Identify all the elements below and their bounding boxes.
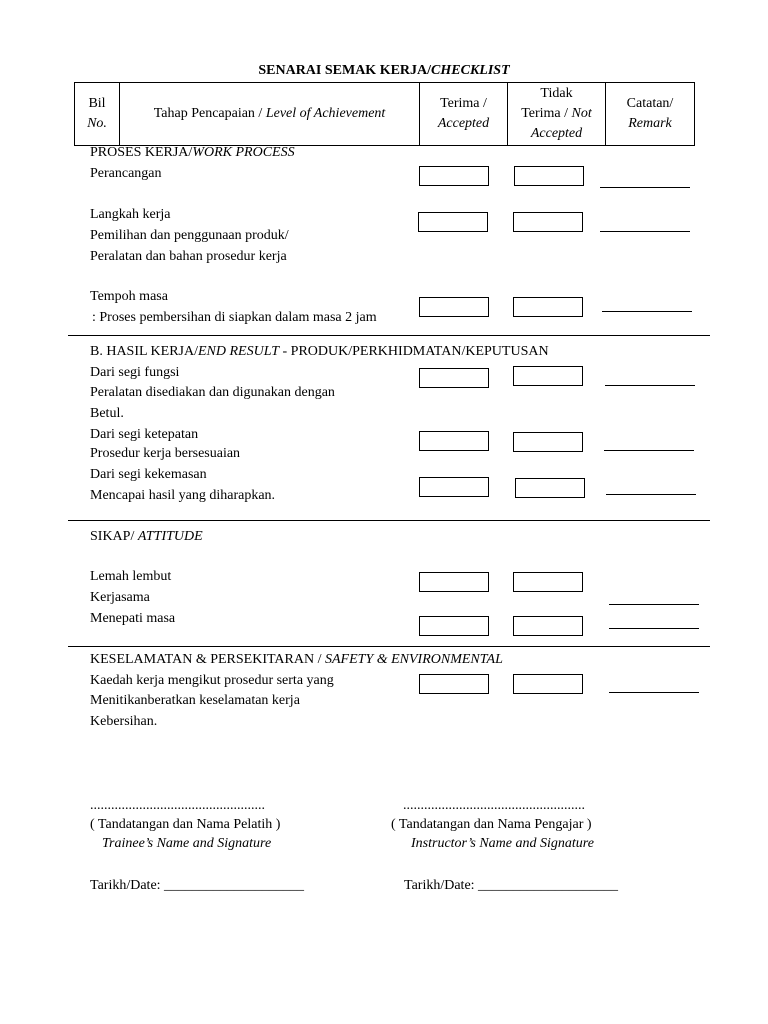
fungsi-remark-line[interactable] xyxy=(605,385,695,386)
perancangan-accepted-box[interactable] xyxy=(419,166,489,186)
langkah-kerja-accepted-box[interactable] xyxy=(418,212,488,232)
section-c-heading: SIKAP/ ATTITUDE xyxy=(90,529,203,544)
ketepatan-remark-line[interactable] xyxy=(604,450,694,451)
item-dari-segi-fungsi-line2: Peralatan disediakan dan digunakan dengan xyxy=(90,385,335,400)
sikap-remark-line-2[interactable] xyxy=(609,628,699,629)
section-d-heading: KESELAMATAN & PERSEKITARAN / SAFETY & ENVIRONMENTAL xyxy=(90,652,503,667)
langkah-kerja-not-accepted-box[interactable] xyxy=(513,212,583,232)
item-dari-segi-kekemasan: Dari segi kekemasan xyxy=(90,467,207,482)
sikap-accepted-box-2[interactable] xyxy=(419,616,489,636)
trainee-signature-label-en: Trainee’s Name and Signature xyxy=(102,836,272,851)
section-b-heading: B. HASIL KERJA/END RESULT - PRODUK/PERKHIDMATAN/KEPUTUSAN xyxy=(90,344,549,359)
keselamatan-accepted-box[interactable] xyxy=(419,674,489,694)
sikap-accepted-box-1[interactable] xyxy=(419,572,489,592)
instructor-date-field[interactable]: Tarikh/Date: ____________________ xyxy=(404,878,619,893)
sikap-remark-line-1[interactable] xyxy=(609,604,699,605)
tempoh-masa-not-accepted-box[interactable] xyxy=(513,297,583,317)
keselamatan-remark-line[interactable] xyxy=(609,692,699,693)
item-langkah-kerja-line3: Peralatan dan bahan prosedur kerja xyxy=(90,249,287,264)
tempoh-masa-accepted-box[interactable] xyxy=(419,297,489,317)
instructor-signature-line[interactable]: .................................................... xyxy=(403,798,585,813)
ketepatan-accepted-box[interactable] xyxy=(419,431,489,451)
item-keselamatan-kerja: Menitikanberatkan keselamatan kerja xyxy=(90,693,300,708)
header-tidak-terima: Tidak Terima / Not Accepted xyxy=(508,83,606,146)
item-dari-segi-ketepatan-line2: Prosedur kerja bersesuaian xyxy=(90,446,241,461)
kekemasan-remark-line[interactable] xyxy=(606,494,696,495)
item-dari-segi-kekemasan-line2: Mencapai hasil yang diharapkan. xyxy=(90,488,276,503)
trainee-signature-line[interactable]: .................................................. xyxy=(90,798,265,813)
header-bil: Bil No. xyxy=(75,83,120,146)
section-divider xyxy=(68,646,710,647)
sikap-not-accepted-box-1[interactable] xyxy=(513,572,583,592)
section-divider xyxy=(68,520,710,521)
keselamatan-not-accepted-box[interactable] xyxy=(513,674,583,694)
checklist-header-table xyxy=(74,82,695,146)
instructor-signature-label-en: Instructor’s Name and Signature xyxy=(411,836,594,851)
item-dari-segi-ketepatan: Dari segi ketepatan xyxy=(90,427,199,442)
item-dari-segi-fungsi-line3: Betul. xyxy=(90,406,124,421)
ketepatan-not-accepted-box[interactable] xyxy=(513,432,583,452)
item-langkah-kerja: Langkah kerja xyxy=(90,207,171,222)
item-kerjasama: Kerjasama xyxy=(90,590,150,605)
document-title: SENARAI SEMAK KERJA/CHECKLIST xyxy=(258,63,510,78)
perancangan-remark-line[interactable] xyxy=(600,187,690,188)
instructor-signature-label: ( Tandatangan dan Nama Pengajar ) xyxy=(391,817,592,832)
item-kaedah-kerja: Kaedah kerja mengikut prosedur serta yang xyxy=(90,673,334,688)
trainee-signature-label: ( Tandatangan dan Nama Pelatih ) xyxy=(90,817,281,832)
section-divider xyxy=(68,335,710,336)
item-menepati-masa: Menepati masa xyxy=(90,611,176,626)
perancangan-not-accepted-box[interactable] xyxy=(514,166,584,186)
section-a-heading: PROSES KERJA/WORK PROCESS xyxy=(90,145,295,160)
langkah-kerja-remark-line[interactable] xyxy=(600,231,690,232)
sikap-not-accepted-box-2[interactable] xyxy=(513,616,583,636)
kekemasan-not-accepted-box[interactable] xyxy=(515,478,585,498)
tempoh-masa-remark-line[interactable] xyxy=(602,311,692,312)
header-tahap-pencapaian: Tahap Pencapaian / Level of Achievement xyxy=(120,83,420,146)
item-lemah-lembut: Lemah lembut xyxy=(90,569,172,584)
item-perancangan: Perancangan xyxy=(90,166,162,181)
header-catatan: Catatan/ Remark xyxy=(606,83,695,146)
fungsi-not-accepted-box[interactable] xyxy=(513,366,583,386)
item-tempoh-masa-line2: : Proses pembersihan di siapkan dalam masa 2 jam xyxy=(92,310,377,325)
item-tempoh-masa: Tempoh masa xyxy=(90,289,168,304)
item-langkah-kerja-line2: Pemilihan dan penggunaan produk/ xyxy=(90,228,289,243)
trainee-date-field[interactable]: Tarikh/Date: ____________________ xyxy=(90,878,305,893)
item-kebersihan: Kebersihan. xyxy=(90,714,158,729)
header-terima: Terima / Accepted xyxy=(420,83,508,146)
kekemasan-accepted-box[interactable] xyxy=(419,477,489,497)
item-dari-segi-fungsi: Dari segi fungsi xyxy=(90,365,180,380)
fungsi-accepted-box[interactable] xyxy=(419,368,489,388)
